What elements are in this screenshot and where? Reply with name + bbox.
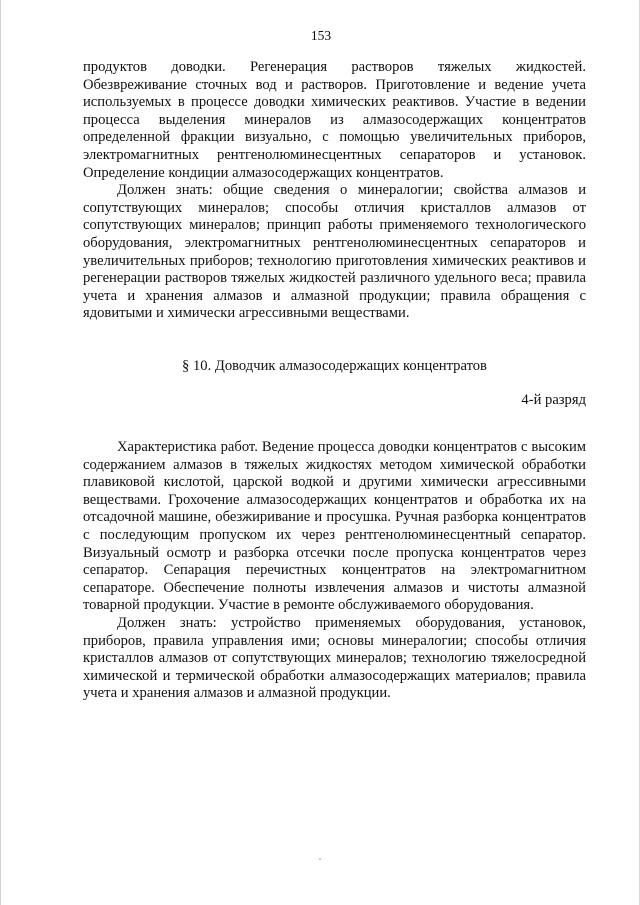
document-body: [83, 59, 586, 703]
spacer: [83, 323, 586, 358]
grade-label: 4-й разряд: [521, 391, 586, 408]
section-heading: § 10. Доводчик алмазосодержащих концентратов: [182, 357, 487, 374]
paragraph-work-characteristics: Характеристика работ. Ведение процесса доводки концентратов с высоким содержанием алмазов в тяжелых жидкостях методом химической обработки плавиковой кислотой, царской водкой и другими химически агрессивными веществами. Грохочение алмазосодержащих концентратов и обработка их на отсадочной машине, обезжиривание и просушка. Ручная разборка концентратов с последующим пропуском их через рентгенолюминесцентный сепаратор. Визуальный осмотр и разборка отсечки после пропуска концентратов через сепаратор. Сепарация перечистных концентратов на электромагнитном сепараторе. Обеспечение полноты извлечения алмазов и чистоты алмазной товарной продукции. Участие в ремонте обслуживаемого оборудования.: [83, 439, 586, 614]
scan-artifact: [319, 858, 321, 860]
paragraph-must-know-grade4: Должен знать: устройство применяемых оборудования, установок, приборов, правила управления ими; основы минералогии; способы отличия кристаллов алмазов от сопутствующих минералов; технологию тяжелосредной химической и термической обработки алмазосодержащих материалов; правила учета и хранения алмазов и алмазной продукции.: [83, 615, 586, 702]
paragraph-must-know-grade3: Должен знать: общие сведения о минералогии; свойства алмазов и сопутствующих минералов; способы отличия кристаллов алмазов от сопутствующих минералов; принцип работы применяемого технологического оборудования, электромагнитных рентгенолюминесцентных сепараторов и увеличительных приборов; технологию приготовления химических реактивов и регенерации растворов тяжелых жидкостей различного удельного веса; правила учета и хранения алмазов и алмазной продукции; правила обращения с ядовитыми и химически агрессивными веществами.: [83, 182, 586, 322]
spacer: [83, 376, 586, 392]
paragraph-continuation: продуктов доводки. Регенерация растворов тяжелых жидкостей. Обезвреживание сточных вод и растворов. Приготовление и ведение учета используемых в процессе доводки химических реактивов. Участие в ведении процесса выделения минералов из алмазосодержащих концентратов определенной фракции визуально, с помощью увеличительных приборов, электромагнитных рентгенолюминесцентных сепараторов и установок. Определение кондиции алмазосодержащих концентратов.: [83, 59, 586, 181]
spacer: [83, 409, 586, 439]
page-number: 153: [310, 28, 332, 43]
